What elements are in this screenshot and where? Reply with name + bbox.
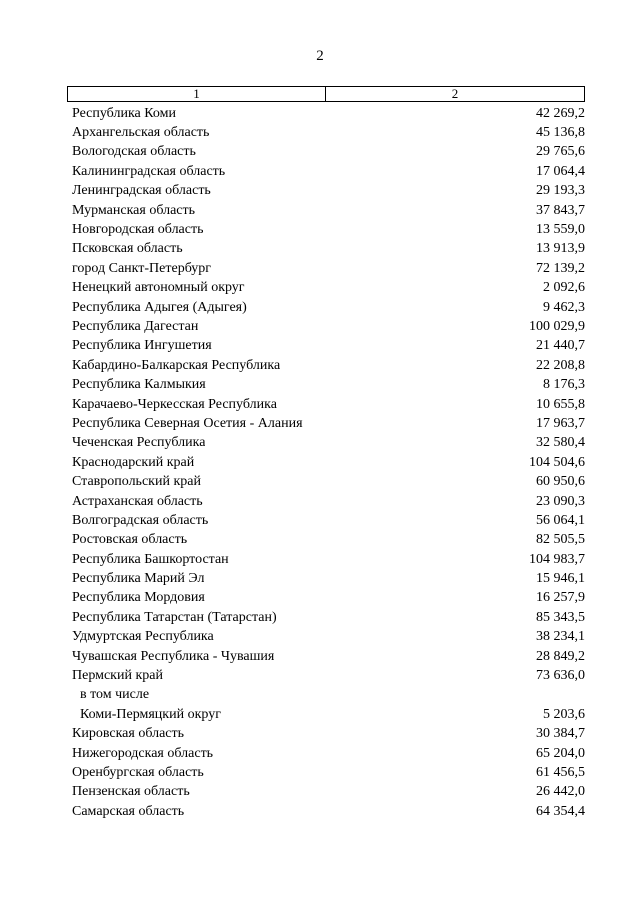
header-column-2: 2 xyxy=(451,86,459,101)
region-value: 2 092,6 xyxy=(543,280,585,296)
region-value: 15 946,1 xyxy=(536,571,585,587)
region-name: Пермский край xyxy=(72,668,163,684)
table-row xyxy=(72,802,585,821)
region-value: 65 204,0 xyxy=(536,745,585,761)
region-name: Ростовская область xyxy=(72,532,188,548)
table-row xyxy=(72,259,585,278)
region-name: Республика Марий Эл xyxy=(72,571,205,587)
region-name: Архангельская область xyxy=(72,125,210,141)
table-row xyxy=(72,317,585,336)
table-row xyxy=(72,589,585,608)
region-value: 29 765,6 xyxy=(536,144,585,160)
region-value: 21 440,7 xyxy=(536,338,585,354)
table-row xyxy=(72,531,585,550)
region-name: Ненецкий автономный округ xyxy=(72,280,245,296)
region-name: город Санкт-Петербург xyxy=(72,260,212,276)
region-value: 72 139,2 xyxy=(536,260,585,276)
region-value: 56 064,1 xyxy=(536,512,585,528)
region-name: Калининградская область xyxy=(72,163,226,179)
region-value: 82 505,5 xyxy=(536,532,585,548)
region-name: Удмуртская Республика xyxy=(72,629,214,645)
region-value: 28 849,2 xyxy=(536,648,585,664)
region-name: Республика Татарстан (Татарстан) xyxy=(72,609,277,625)
region-value: 16 257,9 xyxy=(536,590,585,606)
region-name: Кабардино-Балкарская Республика xyxy=(72,357,281,373)
region-value: 13 559,0 xyxy=(536,222,585,238)
region-name: Вологодская область xyxy=(72,144,196,160)
region-name: Республика Адыгея (Адыгея) xyxy=(72,299,247,315)
table-row xyxy=(72,414,585,433)
region-name: Псковская область xyxy=(72,241,183,257)
region-name: Пензенская область xyxy=(72,784,190,800)
table-row xyxy=(72,686,585,705)
table-row xyxy=(72,763,585,782)
table-row xyxy=(72,783,585,802)
region-name: Коми-Пермяцкий округ xyxy=(80,706,221,722)
region-value: 45 136,8 xyxy=(536,125,585,141)
table-row xyxy=(72,725,585,744)
region-name: Мурманская область xyxy=(72,202,196,218)
table-row xyxy=(72,550,585,569)
region-name: Чеченская Республика xyxy=(72,435,206,451)
region-value: 61 456,5 xyxy=(536,764,585,780)
table-row xyxy=(72,395,585,414)
region-name: Республика Северная Осетия - Алания xyxy=(72,415,303,431)
table-row xyxy=(72,453,585,472)
region-value: 30 384,7 xyxy=(536,726,585,742)
region-table-body xyxy=(72,104,585,821)
region-value: 10 655,8 xyxy=(536,396,585,412)
region-value: 85 343,5 xyxy=(536,609,585,625)
header-column-1: 1 xyxy=(68,87,326,101)
table-row xyxy=(72,375,585,394)
table-row xyxy=(72,492,585,511)
region-name: Республика Калмыкия xyxy=(72,377,206,393)
table-row xyxy=(72,569,585,588)
region-value: 37 843,7 xyxy=(536,202,585,218)
table-row xyxy=(72,628,585,647)
table-row xyxy=(72,647,585,666)
table-row xyxy=(72,201,585,220)
table-row xyxy=(72,705,585,724)
region-name: Республика Ингушетия xyxy=(72,338,212,354)
region-value: 17 064,4 xyxy=(536,163,585,179)
region-name: Новгородская область xyxy=(72,222,204,238)
region-name: Краснодарский край xyxy=(72,454,195,470)
region-name: Республика Башкортостан xyxy=(72,551,229,567)
region-name: Республика Дагестан xyxy=(72,318,199,334)
table-row xyxy=(72,472,585,491)
table-row xyxy=(72,220,585,239)
region-value: 100 029,9 xyxy=(529,318,585,334)
table-row xyxy=(72,608,585,627)
region-value: 32 580,4 xyxy=(536,435,585,451)
region-name: Кировская область xyxy=(72,726,185,742)
region-name: Нижегородская область xyxy=(72,745,214,761)
region-value: 29 193,3 xyxy=(536,183,585,199)
region-value: 64 354,4 xyxy=(536,803,585,819)
region-name: Ставропольский край xyxy=(72,474,201,490)
region-name: Республика Коми xyxy=(72,105,176,121)
region-name: Оренбургская область xyxy=(72,764,204,780)
region-value: 104 983,7 xyxy=(529,551,585,567)
region-value: 8 176,3 xyxy=(543,377,585,393)
table-row xyxy=(72,123,585,142)
region-value: 23 090,3 xyxy=(536,493,585,509)
table-row xyxy=(72,240,585,259)
region-name: Астраханская область xyxy=(72,493,203,509)
region-name: Самарская область xyxy=(72,803,185,819)
region-value: 104 504,6 xyxy=(529,454,585,470)
table-row xyxy=(72,182,585,201)
region-value: 60 950,6 xyxy=(536,474,585,490)
table-header xyxy=(67,86,585,102)
region-name: Волгоградская область xyxy=(72,512,209,528)
table-row xyxy=(72,337,585,356)
table-row xyxy=(72,298,585,317)
region-value: 5 203,6 xyxy=(543,706,585,722)
region-name: Ленинградская область xyxy=(72,183,211,199)
table-row xyxy=(72,511,585,530)
table-row xyxy=(72,162,585,181)
region-value: 26 442,0 xyxy=(536,784,585,800)
table-row xyxy=(72,666,585,685)
table-row xyxy=(72,143,585,162)
region-name: Республика Мордовия xyxy=(72,590,205,606)
region-value: 73 636,0 xyxy=(536,668,585,684)
region-value: 22 208,8 xyxy=(536,357,585,373)
region-value: 9 462,3 xyxy=(543,299,585,315)
region-value: 38 234,1 xyxy=(536,629,585,645)
table-row xyxy=(72,434,585,453)
table-row xyxy=(72,744,585,763)
page-number: 2 xyxy=(316,48,324,64)
region-name: Карачаево-Черкесская Республика xyxy=(72,396,277,412)
table-row xyxy=(72,279,585,298)
region-name: Чувашская Республика - Чувашия xyxy=(72,648,275,664)
region-value: 42 269,2 xyxy=(536,105,585,121)
table-row xyxy=(72,356,585,375)
region-name: в том числе xyxy=(80,687,150,703)
region-value: 17 963,7 xyxy=(536,415,585,431)
table-row xyxy=(72,104,585,123)
region-value: 13 913,9 xyxy=(536,241,585,257)
